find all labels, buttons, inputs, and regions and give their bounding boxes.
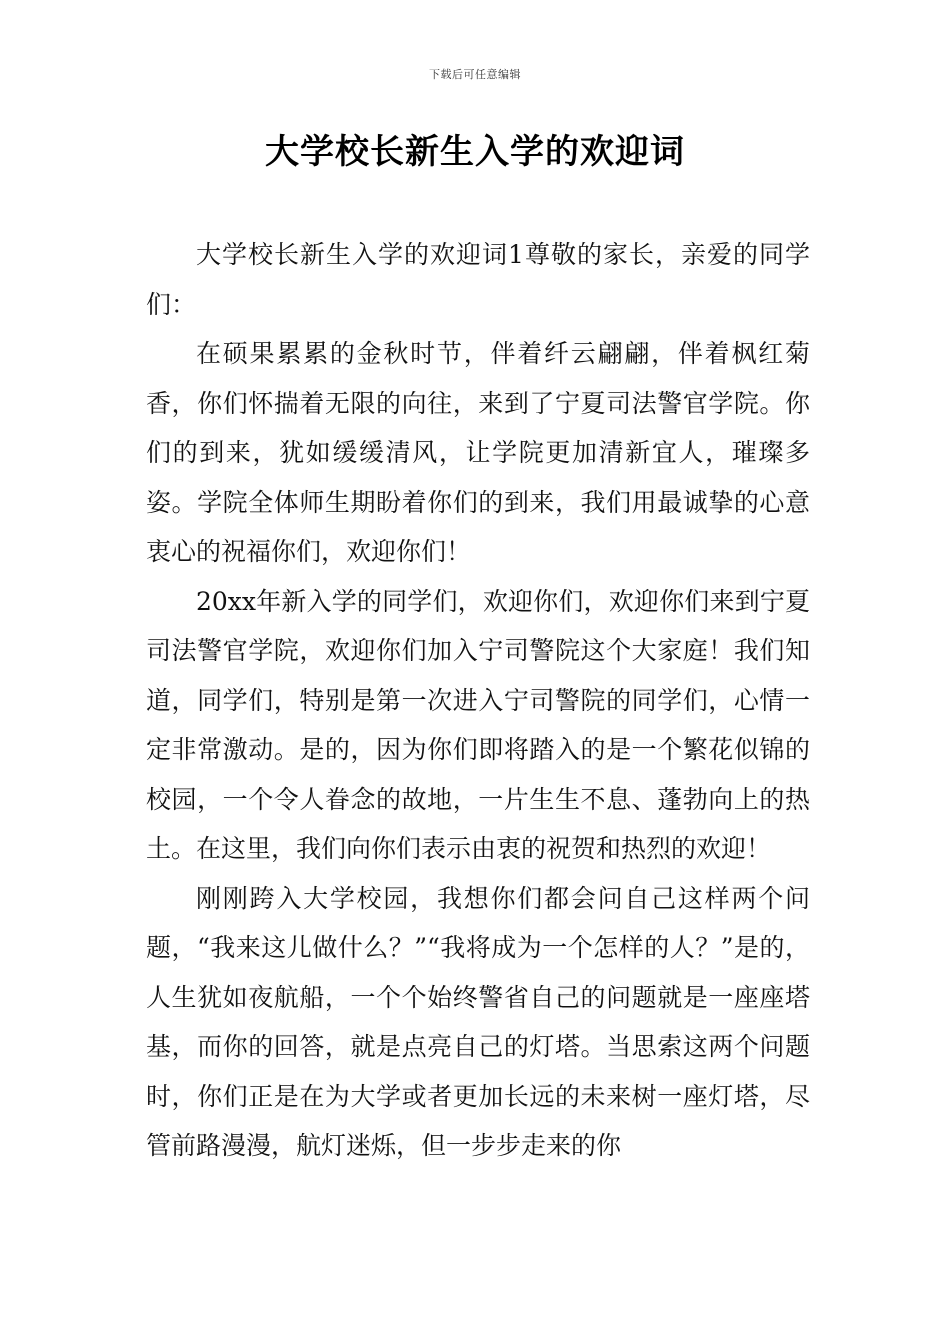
document-title: 大学校长新生入学的欢迎词 xyxy=(265,132,685,172)
paragraph-new-students: 20xx年新入学的同学们，欢迎你们，欢迎你们来到宁夏司法警官学院，欢迎你们加入宁司警院这个大家庭！我们知道，同学们，特别是第一次进入宁司警院的同学们，心情一定非常激动。是的，因为你们即将踏入的是一个繁花似锦的校园，一个令人眷念的故地，一片生生不息、蓬勃向上的热土。在这里，我们向你们表示由衷的祝贺和热烈的欢迎！ xyxy=(146,586,810,863)
paragraph-salutation: 大学校长新生入学的欢迎词1尊敬的家长，亲爱的同学们： xyxy=(146,240,810,319)
paragraph-autumn-welcome: 在硕果累累的金秋时节，伴着纤云翩翩，伴着枫红菊香，你们怀揣着无限的向往，来到了宁夏司法警官学院。你们的到来，犹如缓缓清风，让学院更加清新宜人，璀璨多姿。学院全体师生期盼着你们的到来，我们用最诚挚的心意衷心的祝福你们，欢迎你们！ xyxy=(146,339,810,566)
header-note: 下载后可任意编辑 xyxy=(429,68,521,81)
document-body xyxy=(146,230,810,1171)
paragraph-questions: 刚刚跨入大学校园，我想你们都会问自己这样两个问题，“我来这儿做什么？”“我将成为一个怎样的人？”是的，人生犹如夜航船，一个个始终警省自己的问题就是一座座塔基，而你的回答，就是点亮自己的灯塔。当思索这两个问题时，你们正是在为大学或者更加长远的未来树一座灯塔，尽管前路漫漫，航灯迷烁，但一步步走来的你 xyxy=(146,883,810,1160)
